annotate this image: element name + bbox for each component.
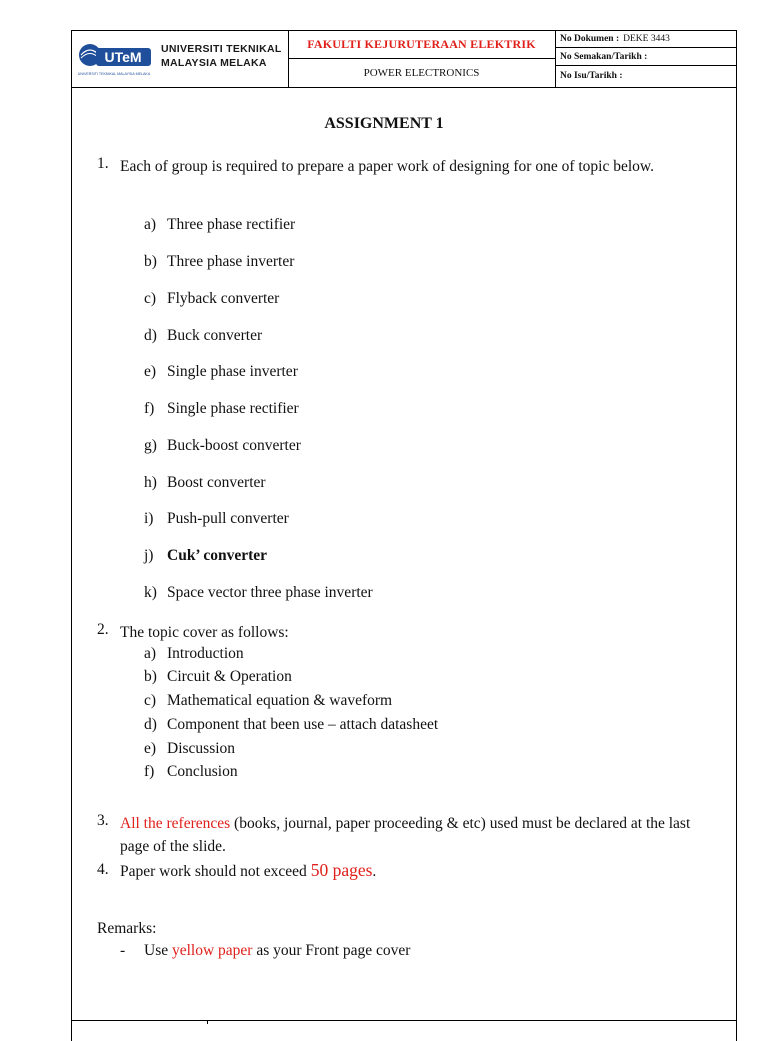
doc-issue-row [556, 66, 736, 87]
document-info [556, 30, 736, 87]
doc-number-label: No Dokumen : [560, 34, 620, 44]
doc-number-row [556, 30, 736, 48]
item-3-text: All the references (books, journal, paper proceeding & etc) used must be declared at the last page of the slide. [120, 815, 691, 855]
item-3-number: 3. [97, 812, 109, 829]
utem-logo-icon [78, 39, 153, 79]
doc-revision-label: No Semakan/Tarikh : [560, 52, 648, 62]
logo-caption: UNIVERSITI TEKNIKAL MALAYSIA MELAKA [78, 72, 151, 76]
item-2-number: 2. [97, 621, 109, 638]
page-frame [71, 30, 737, 1041]
page-limit-highlight: 50 pages [310, 860, 373, 880]
logo-cell [71, 30, 289, 87]
item-4-number: 4. [97, 861, 109, 878]
university-name [161, 42, 282, 70]
page-title: ASSIGNMENT 1 [324, 115, 444, 132]
item-4-text: Paper work should not exceed 50 pages. [120, 860, 377, 880]
bottom-cell-divider [207, 1020, 208, 1024]
university-name-line2: MALAYSIA MELAKA [161, 57, 267, 69]
course-name: POWER ELECTRONICS [288, 58, 556, 87]
item-1-text: Each of group is required to prepare a paper work of designing for one of topic below. [120, 158, 654, 175]
references-highlight: All the references [120, 815, 231, 832]
faculty-name: FAKULTI KEJURUTERAAN ELEKTRIK [288, 30, 556, 59]
remark-bullet: - [120, 942, 126, 959]
university-name-line1: UNIVERSITI TEKNIKAL [161, 43, 282, 55]
document-header [71, 30, 736, 88]
doc-number-value: DEKE 3443 [623, 34, 670, 44]
remarks-heading: Remarks: [97, 920, 157, 937]
yellow-paper-highlight: yellow paper [171, 942, 253, 959]
bottom-border [71, 1020, 736, 1021]
doc-revision-row [556, 48, 736, 66]
doc-issue-label: No Isu/Tarikh : [560, 71, 623, 81]
logo-text: UTeM [104, 49, 142, 65]
item-2-text: The topic cover as follows: [120, 624, 289, 641]
remark-item: Use yellow paper as your Front page cover [144, 942, 411, 959]
item-1-number: 1. [97, 155, 109, 172]
